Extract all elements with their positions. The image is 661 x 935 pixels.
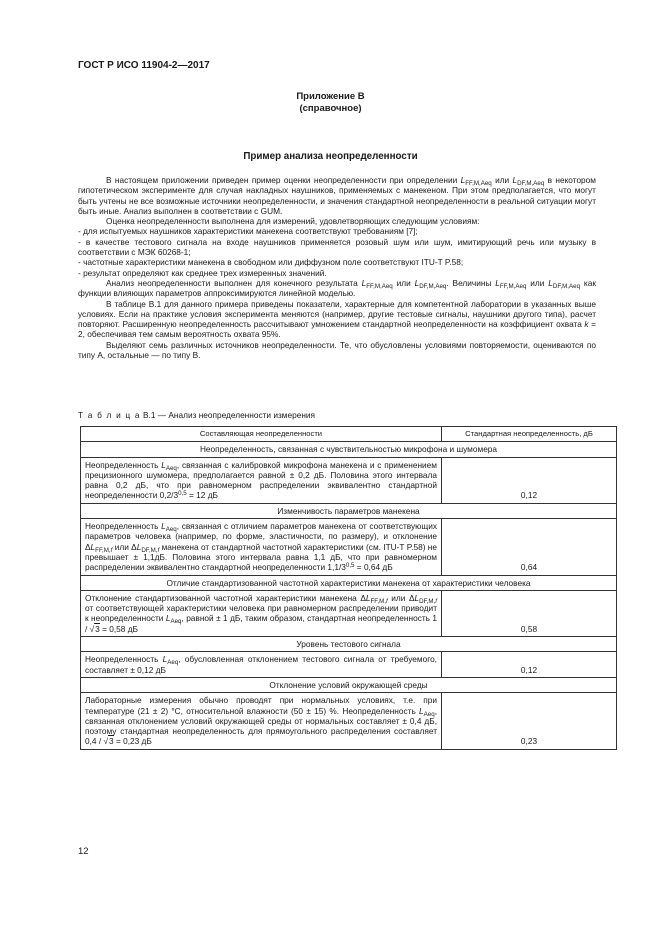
uncertainty-description: Отклонение стандартизованной частотной характеристики манекена $\Delta L_{FF,M,f}$ или $\Delta L_{DF,M,f}$ от соответствующей характеристики человека при равномерном распределении приводит к неопределенности $L_{Aeq}$, равной ± 1 дБ, таким образом, стандартная неопределенность 1 / √3 = 0,58 дБ xyxy=(81,590,442,636)
column-header-component: Составляющая неопределенности xyxy=(81,427,442,442)
table-row xyxy=(81,457,617,503)
uncertainty-value: 0,12 xyxy=(442,457,617,503)
paragraph: Оценка неопределенности выполнена для измерений, удовлетворяющих следующим условиям: xyxy=(106,216,480,227)
document-header: ГОСТ Р ИСО 11904-2—2017 xyxy=(78,60,210,71)
uncertainty-value: 0,12 xyxy=(442,652,617,678)
list-item: - в качестве тестового сигнала на входе наушников применяется розовый шум или шум, имитирующий речь или музыку в соответствии с МЭК 60268-1; xyxy=(78,236,596,258)
table-header-row xyxy=(81,427,617,442)
uncertainty-description: Неопределенность $L_{Aeq}$, обусловленная отклонением тестового сигнала от требуемого, составляет ± 0,12 дБ xyxy=(81,652,442,678)
section-heading: Изменчивость параметров манекена xyxy=(81,503,617,518)
section-heading: Уровень тестового сигнала xyxy=(81,637,617,652)
table-row xyxy=(81,519,617,575)
appendix-subtitle: (справочное) xyxy=(299,103,362,114)
table-caption: Т а б л и ц а В.1 — Анализ неопределенности измерения xyxy=(78,410,316,420)
table-row xyxy=(81,590,617,636)
uncertainty-description: Неопределенность $L_{Aeq}$, связанная с отличием параметров манекена от соответствующих параметров человека (например, по форме, эластичности, по размеру), и отклонение $\Delta L_{FF,M,f}$ или $\Delta L_{DF,M,f}$ манекена от стандартной частотной характеристики (см. ITU-T P.58) не превышает ± 1,1дБ. Половина этого интервала равна 1,1 дБ, что при равномерном распределении эквивалентно стандартной неопределенности $1,1/3^{0,5} = 0,64$ дБ xyxy=(81,519,442,575)
section-heading: Отклонение условий окружающей среды xyxy=(81,677,617,692)
appendix-title: Приложение В xyxy=(296,91,365,102)
paragraph: В настоящем приложении приведен пример оценки неопределенности при определении $L_{FF,M,Aeq}$ или $L_{DF,M,Aeq}$ в некотором гипотетическом эксперименте для случая накладных наушников, применяемых с манекеном. При этом предполагается, что могут быть учтены не все возможные источники неопределенности, и значения стандартной неопределенности в реальной ситуации могут быть иные. Анализ выполнен в соответствии с GUM. xyxy=(78,175,596,216)
list-item: - для испытуемых наушников характеристики манекена соответствуют требованиям [7]; xyxy=(78,226,418,237)
section-title: Пример анализа неопределенности xyxy=(243,151,418,162)
paragraph: Выделяют семь различных источников неопределенности. Те, что обусловлены условиями повторяемости, оцениваются по типу А, остальные — по типу В. xyxy=(78,339,596,361)
uncertainty-value: 0,64 xyxy=(442,519,617,575)
list-item: - частотные характеристики манекена в свободном или диффузном поле соответствуют ITU-T P.58; xyxy=(78,257,464,268)
table-row xyxy=(81,693,617,749)
paragraph: Анализ неопределенности выполнен для конечного результата $L_{FF,M,Aeq}$ или $L_{DF,M,Aeq}$. Величины $L_{FF,M,Aeq}$ или $L_{DF,M,Aeq}$ как функции влияющих параметров аппроксимируются линейной моделью. xyxy=(78,277,596,299)
column-header-std-uncertainty: Стандартная неопределенность, дБ xyxy=(442,427,617,442)
uncertainty-value: 0,23 xyxy=(442,693,617,749)
table-section-row xyxy=(81,503,617,518)
uncertainty-value: 0,58 xyxy=(442,590,617,636)
table-row xyxy=(81,652,617,678)
table-section-row xyxy=(81,637,617,652)
table-section-row xyxy=(81,677,617,692)
list-item: - результат определяют как среднее трех измеренных значений. xyxy=(78,267,327,278)
uncertainty-description: Неопределенность $L_{Aeq}$, связанная с калибровкой микрофона манекена и с применением прецизионного шумомера, предполагается равной ± 0,2 дБ. Половина этого интервала равна 0,2 дБ, что при равномерном распределении эквивалентно стандартной неопределенности $0,2/3^{0,5} = 12$ дБ xyxy=(81,457,442,503)
section-heading: Неопределенность, связанная с чувствительностью микрофона и шумомера xyxy=(81,442,617,457)
section-heading: Отличие стандартизованной частотной характеристики манекена от характеристики человека xyxy=(81,575,617,590)
table-section-row xyxy=(81,442,617,457)
page-number: 12 xyxy=(78,846,89,857)
table-section-row xyxy=(81,575,617,590)
uncertainty-description: Лабораторные измерения обычно проводят при нормальных условиях, т.е. при температуре (21 ± 2) °С, относительной влажности (50 ± 15) %. Неопределенность $L_{Aeq}$, связанная отклонением условий окружающей среды от нормальных составляет ± 0,4 дБ, поэтому стандартная неопределенность для прямоугольного распределения составляет 0,4 / √3 = 0,23 дБ xyxy=(81,693,442,749)
body-text xyxy=(78,175,596,360)
uncertainty-table xyxy=(80,426,617,750)
paragraph: В таблице В.1 для данного примера приведены показатели, характерные для компетентной лаборатории в указанных выше условиях. Если на практике условия эксперимента меняются (например, другие тестовые сигналы, наушники другого типа), расчет повторяют. Расширенную неопределенность рассчитывают умножением стандартной неопределенности на коэффициент охвата k = 2, обеспечивая тем самым вероятность охвата 95%. xyxy=(78,298,596,340)
